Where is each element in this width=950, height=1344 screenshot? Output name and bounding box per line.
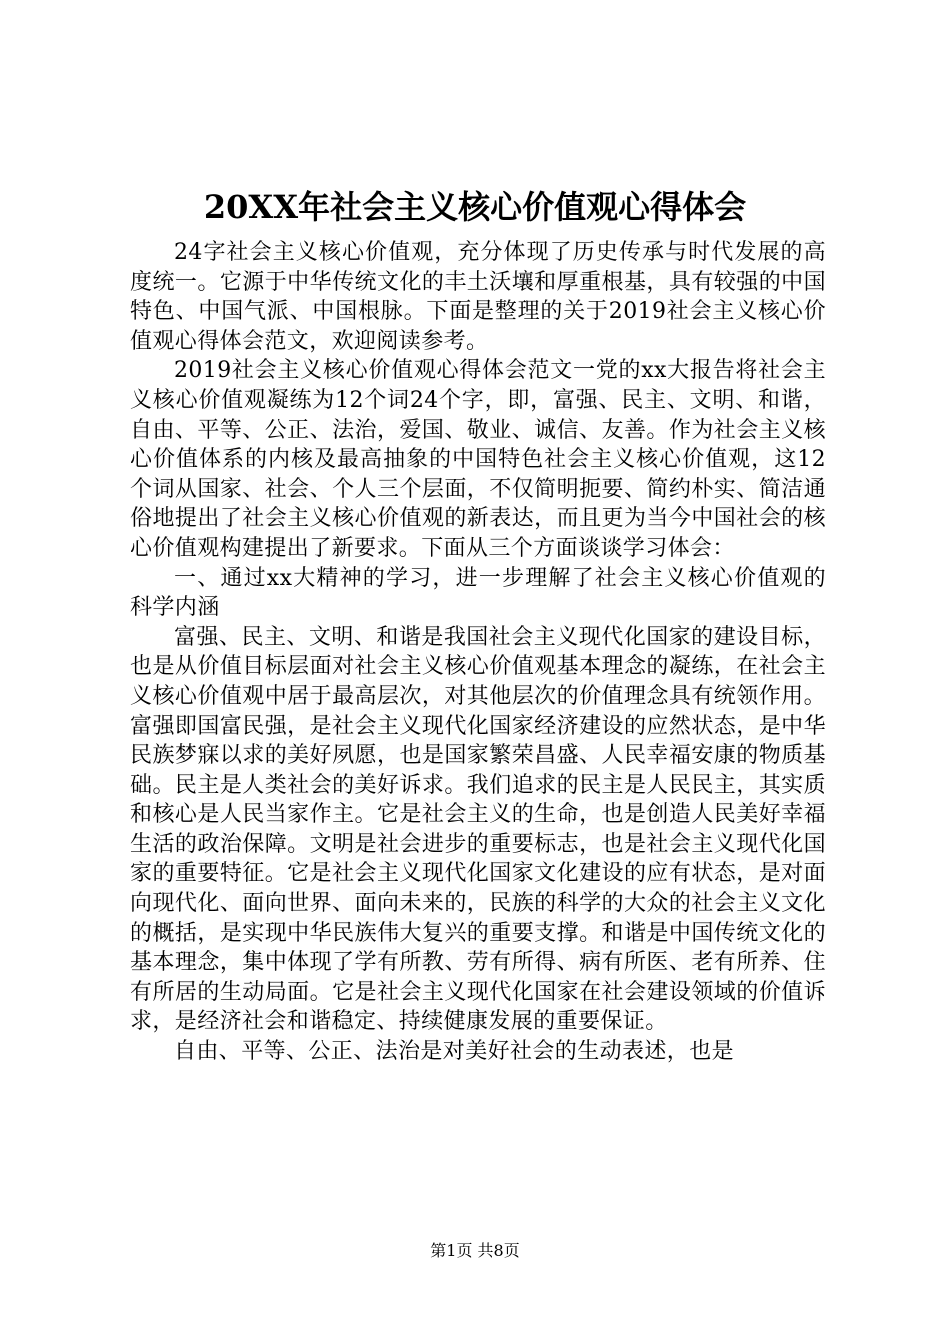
paragraph-national-values: 富强、民主、文明、和谐是我国社会主义现代化国家的建设目标，也是从价值目标层面对社会主义核心价值观基本理念的凝练，在社会主义核心价值观中居于最高层次，对其他层次的价值理念具有统领作用。富强即国富民强，是社会主义现代化国家经济建设的应然状态，是中华民族梦寐以求的美好夙愿，也是国家繁荣昌盛、人民幸福安康的物质基础。民主是人类社会的美好诉求。我们追求的民主是人民民主，其实质和核心是人民当家作主。它是社会主义的生命，也是创造人民美好幸福生活的政治保障。文明是社会进步的重要标志，也是社会主义现代化国家的重要特征。它是社会主义现代化国家文化建设的应有状态，是对面向现代化、面向世界、面向未来的，民族的科学的大众的社会主义文化的概括，是实现中华民族伟大复兴的重要支撑。和谐是中国传统文化的基本理念，集中体现了学有所教、劳有所得、病有所医、老有所养、住有所居的生动局面。它是社会主义现代化国家在社会建设领域的价值诉求，是经济社会和谐稳定、持续健康发展的重要保证。 [130,624,826,1035]
paragraph-essay-one: 2019社会主义核心价值观心得体会范文一党的xx大报告将社会主义核心价值观凝练为12个词24个字，即，富强、民主、文明、和谐，自由、平等、公正、法治，爱国、敬业、诚信、友善。作为社会主义核心价值体系的内核及最高抽象的中国特色社会主义核心价值观，这12个词从国家、社会、个人三个层面，不仅简明扼要、简约朴实、简洁通俗地提出了社会主义核心价值观的新表达，而且更为当今中国社会的核心价值观构建提出了新要求。下面从三个方面谈谈学习体会： [130,358,826,561]
document-title: 20XX年社会主义核心价值观心得体会 [203,188,747,226]
paragraph-social-values: 自由、平等、公正、法治是对美好社会的生动表述，也是 [174,1039,735,1065]
section-heading-one: 一、通过xx大精神的学习，进一步理解了社会主义核心价值观的科学内涵 [130,565,826,621]
paragraph-intro: 24字社会主义核心价值观，充分体现了历史传承与时代发展的高度统一。它源于中华传统文化的丰土沃壤和厚重根基，具有较强的中国特色、中国气派、中国根脉。下面是整理的关于2019社会主义核心价值观心得体会范文，欢迎阅读参考。 [130,240,826,354]
page-footer: 第1页 共8页 [430,1241,520,1260]
document-body [130,238,826,1067]
